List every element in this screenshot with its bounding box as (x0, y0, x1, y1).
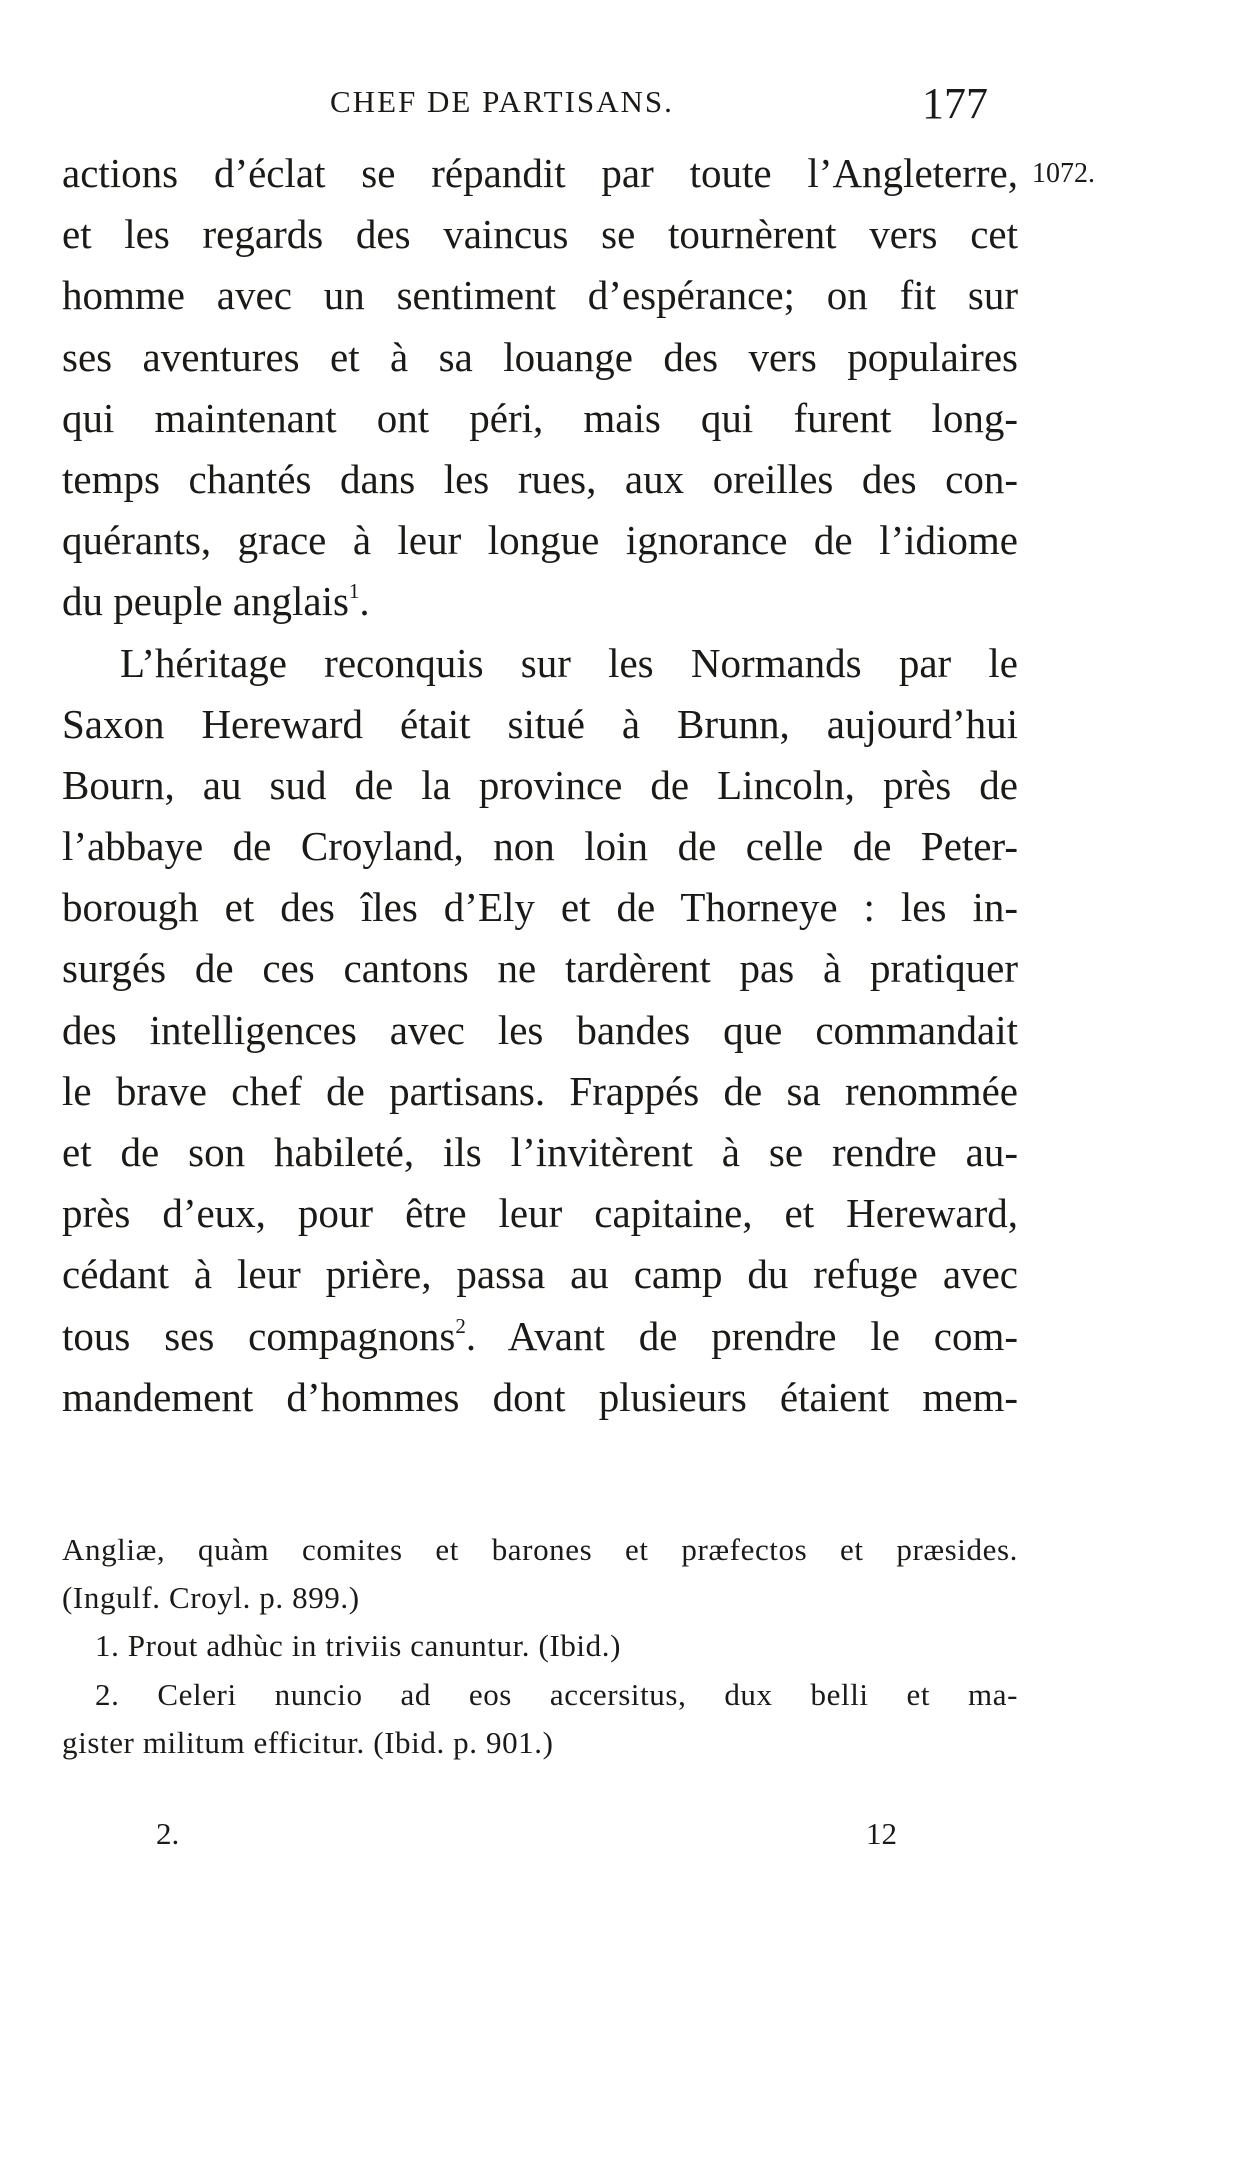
body-line: et les regards des vaincus se tournèrent vers cet (62, 211, 1018, 258)
body-line: le brave chef de partisans. Frappés de sa renommée (62, 1067, 1018, 1114)
page-number: 177 (922, 79, 988, 128)
margin-year-note: 1072. (1032, 158, 1095, 189)
body-line: quérants, grace à leur longue ignorance de l’idiome (62, 517, 1018, 564)
body-line: cédant à leur prière, passa au camp du refuge avec (62, 1251, 1018, 1298)
signature-number: 12 (866, 1816, 897, 1851)
body-line: l’abbaye de Croyland, non loin de celle de Peter- (62, 823, 1018, 870)
body-line: borough et des îles d’Ely et de Thorneye : les in- (62, 884, 1018, 931)
body-line-text: tous ses compagnons (62, 1312, 456, 1359)
body-line: qui maintenant ont péri, mais qui furent long- (62, 394, 1018, 441)
footnote-1: 1. Prout adhùc in triviis canuntur. (Ibid.) (95, 1628, 622, 1664)
body-line: homme avec un sentiment d’espérance; on fit sur (62, 272, 1018, 319)
footnote-ref-2: 2 (455, 1313, 466, 1338)
body-line: surgés de ces cantons ne tardèrent pas à pratiquer (62, 945, 1018, 992)
body-line-with-footnote-ref (62, 1306, 1018, 1367)
paragraph-first-line: L’héritage reconquis sur les Normands par le (120, 639, 1018, 686)
footnote-2-continuation: gister militum efficitur. (Ibid. p. 901.) (62, 1724, 554, 1760)
body-text (62, 143, 1018, 1428)
body-line-tail: . Avant de prendre le com- (465, 1312, 1018, 1359)
footnote-continuation: Angliæ, quàm comites et barones et præfectos et præsides. (62, 1532, 1018, 1567)
body-line: temps chantés dans les rues, aux oreilles des con- (62, 455, 1018, 502)
body-line: Bourn, au sud de la province de Lincoln, près de (62, 761, 1018, 808)
footnote-continuation: (Ingulf. Croyl. p. 899.) (62, 1580, 360, 1616)
footnote-2: 2. Celeri nuncio ad eos accersitus, dux belli et ma- (95, 1676, 1018, 1712)
body-line: mandement d’hommes dont plusieurs étaient mem- (62, 1373, 1018, 1420)
body-line-text: du peuple anglais (62, 578, 349, 625)
body-line: des intelligences avec les bandes que commandait (62, 1006, 1018, 1053)
body-line: Saxon Hereward était situé à Brunn, aujourd’hui (62, 700, 1018, 747)
body-line-tail: . (359, 578, 370, 625)
body-line: ses aventures et à sa louange des vers populaires (62, 333, 1018, 380)
body-line: actions d’éclat se répandit par toute l’Angleterre, (62, 150, 1018, 196)
footnotes (62, 1526, 1018, 1767)
footnote-ref-1: 1 (348, 579, 360, 604)
signature-mark: 2. (156, 1816, 180, 1851)
body-line-with-footnote-ref (62, 571, 1018, 632)
body-line: près d’eux, pour être leur capitaine, et Hereward, (62, 1190, 1018, 1237)
running-title: CHEF DE PARTISANS. (330, 84, 674, 119)
body-line: et de son habileté, ils l’invitèrent à se rendre au- (62, 1129, 1018, 1175)
